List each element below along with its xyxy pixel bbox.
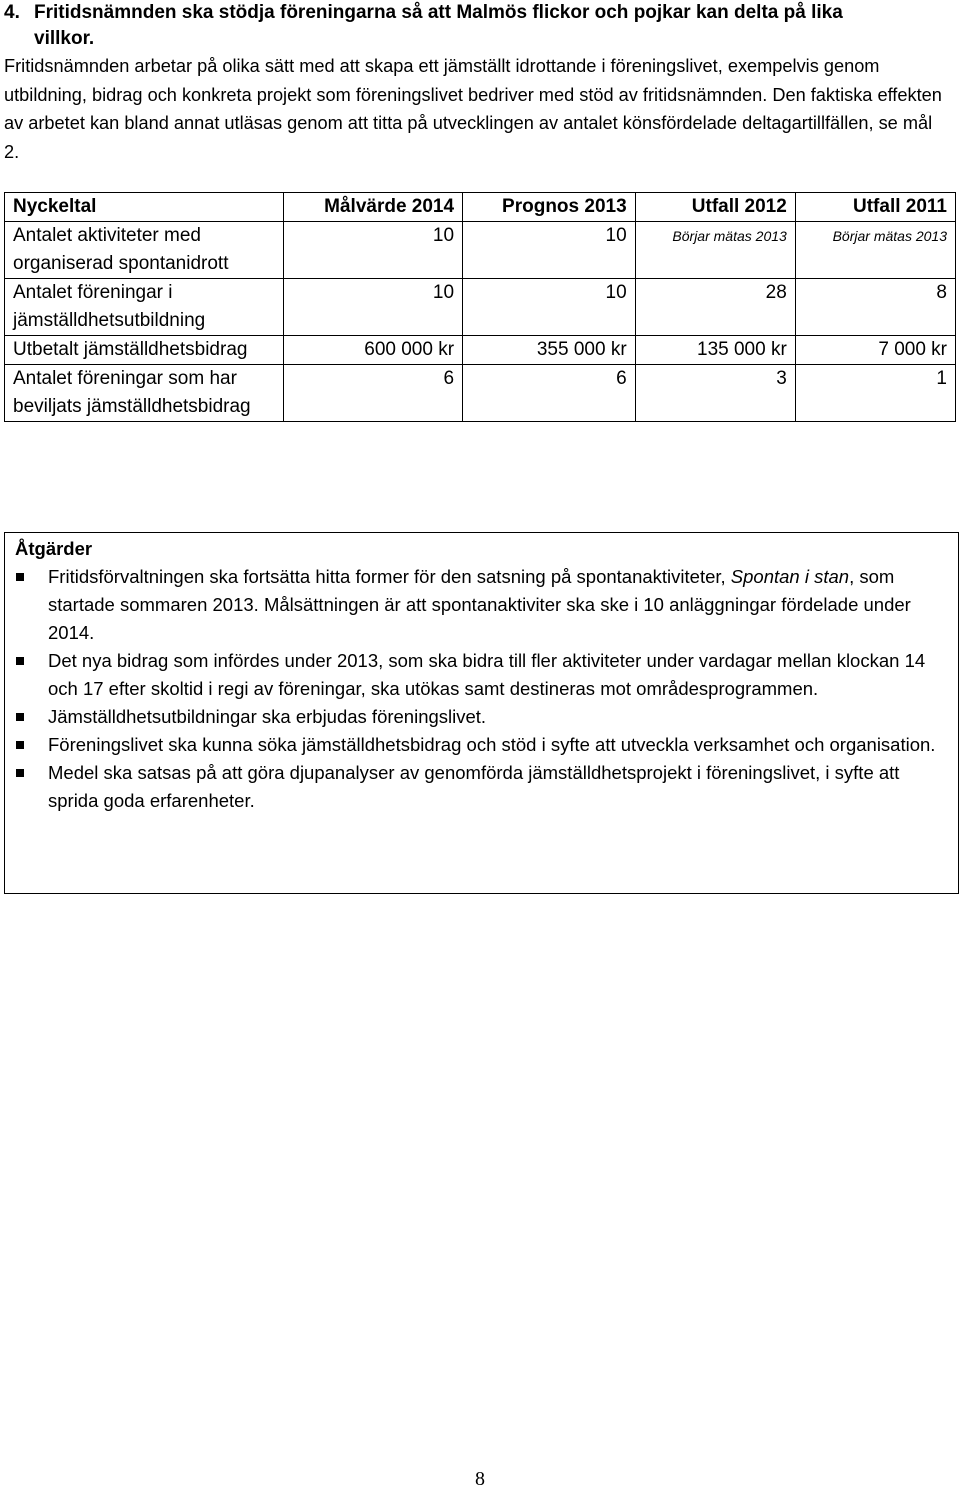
list-item (15, 563, 948, 647)
table-row (5, 222, 956, 279)
section-title-line1: Fritidsnämnden ska stödja föreningarna så att Malmös flickor och pojkar kan delta på lika (34, 2, 843, 23)
table-cell: 10 (463, 279, 636, 336)
table-cell: 28 (635, 279, 795, 336)
square-bullet-icon (16, 713, 24, 721)
list-item-text: Det nya bidrag som infördes under 2013, som ska bidra till fler aktiviteter under vardagar mellan klockan 14 och 17 efter skoltid i regi av föreningar, ska utökas samt destineras mot områdesprogrammen. (48, 650, 926, 699)
list-item-text: Jämställdhetsutbildningar ska erbjudas föreningslivet. (48, 706, 487, 727)
table-cell: 7 000 kr (795, 336, 955, 365)
list-item (15, 647, 948, 703)
table-cell: 6 (284, 365, 463, 422)
table-cell: 8 (795, 279, 955, 336)
column-header: Utfall 2011 (795, 193, 955, 222)
section-heading (4, 0, 944, 52)
table-cell: 6 (463, 365, 636, 422)
list-item (15, 759, 948, 815)
square-bullet-icon (16, 573, 24, 581)
square-bullet-icon (16, 657, 24, 665)
row-label: Utbetalt jämställdhetsbidrag (5, 336, 284, 365)
table-cell: 3 (635, 365, 795, 422)
table-cell: Börjar mätas 2013 (795, 222, 955, 279)
table-cell: 10 (284, 279, 463, 336)
list-item-italic-text: Spontan i stan (730, 566, 850, 587)
table-cell: 135 000 kr (635, 336, 795, 365)
column-header: Målvärde 2014 (284, 193, 463, 222)
intro-text-rest: Den faktiska effekten av arbetet kan bland annat utläsas genom att titta på utvecklingen av antalet könsfördelade deltagartillfällen, se mål 2. (4, 84, 942, 162)
row-label: Antalet föreningar som har beviljats jämställdhetsbidrag (5, 365, 284, 422)
table-cell: 10 (463, 222, 636, 279)
list-item-text: Föreningslivet ska kunna söka jämställdhetsbidrag och stöd i syfte att utveckla verksamhet och organisation. (48, 734, 936, 755)
square-bullet-icon (16, 769, 24, 777)
intro-paragraph (4, 52, 949, 166)
list-item (15, 703, 948, 731)
page-number: 8 (475, 1468, 485, 1490)
column-header: Utfall 2012 (635, 193, 795, 222)
column-header: Nyckeltal (5, 193, 284, 222)
section-number: 4. (4, 2, 20, 23)
row-label: Antalet föreningar i jämställdhetsutbildning (5, 279, 284, 336)
table-cell: 1 (795, 365, 955, 422)
list-item (15, 731, 948, 759)
row-label: Antalet aktiviteter med organiserad spontanidrott (5, 222, 284, 279)
table-row (5, 365, 956, 422)
actions-box (4, 532, 959, 894)
list-item-text: Fritidsförvaltningen ska fortsätta hitta former för den satsning på spontanaktiviteter, (48, 566, 731, 587)
table-cell: Börjar mätas 2013 (635, 222, 795, 279)
list-item-text: Medel ska satsas på att göra djupanalyser av genomförda jämställdhetsprojekt i föreningslivet, i syfte att sprida goda erfarenheter. (48, 762, 900, 811)
intro-text: Fritidsnämnden arbetar på olika sätt med att skapa ett jämställt idrottande i föreningslivet, exempelvis genom utbildning, bidrag och konkreta projekt som föreningslivet bedriver med stöd av fritidsnämnden. (4, 56, 880, 105)
actions-title: Åtgärder (15, 538, 93, 559)
kpi-table (4, 192, 956, 422)
table-cell: 355 000 kr (463, 336, 636, 365)
list-item-text-rest: , som startade sommaren 2013. Målsättningen är att spontanaktiviter ska ske i 10 anläggningar fördelade under 2014. (48, 566, 911, 643)
column-header: Prognos 2013 (463, 193, 636, 222)
table-row (5, 279, 956, 336)
table-row (5, 336, 956, 365)
section-title-line2: villkor. (34, 28, 95, 49)
table-header-row (5, 193, 956, 222)
table-cell: 10 (284, 222, 463, 279)
square-bullet-icon (16, 741, 24, 749)
actions-list (15, 563, 948, 815)
table-cell: 600 000 kr (284, 336, 463, 365)
